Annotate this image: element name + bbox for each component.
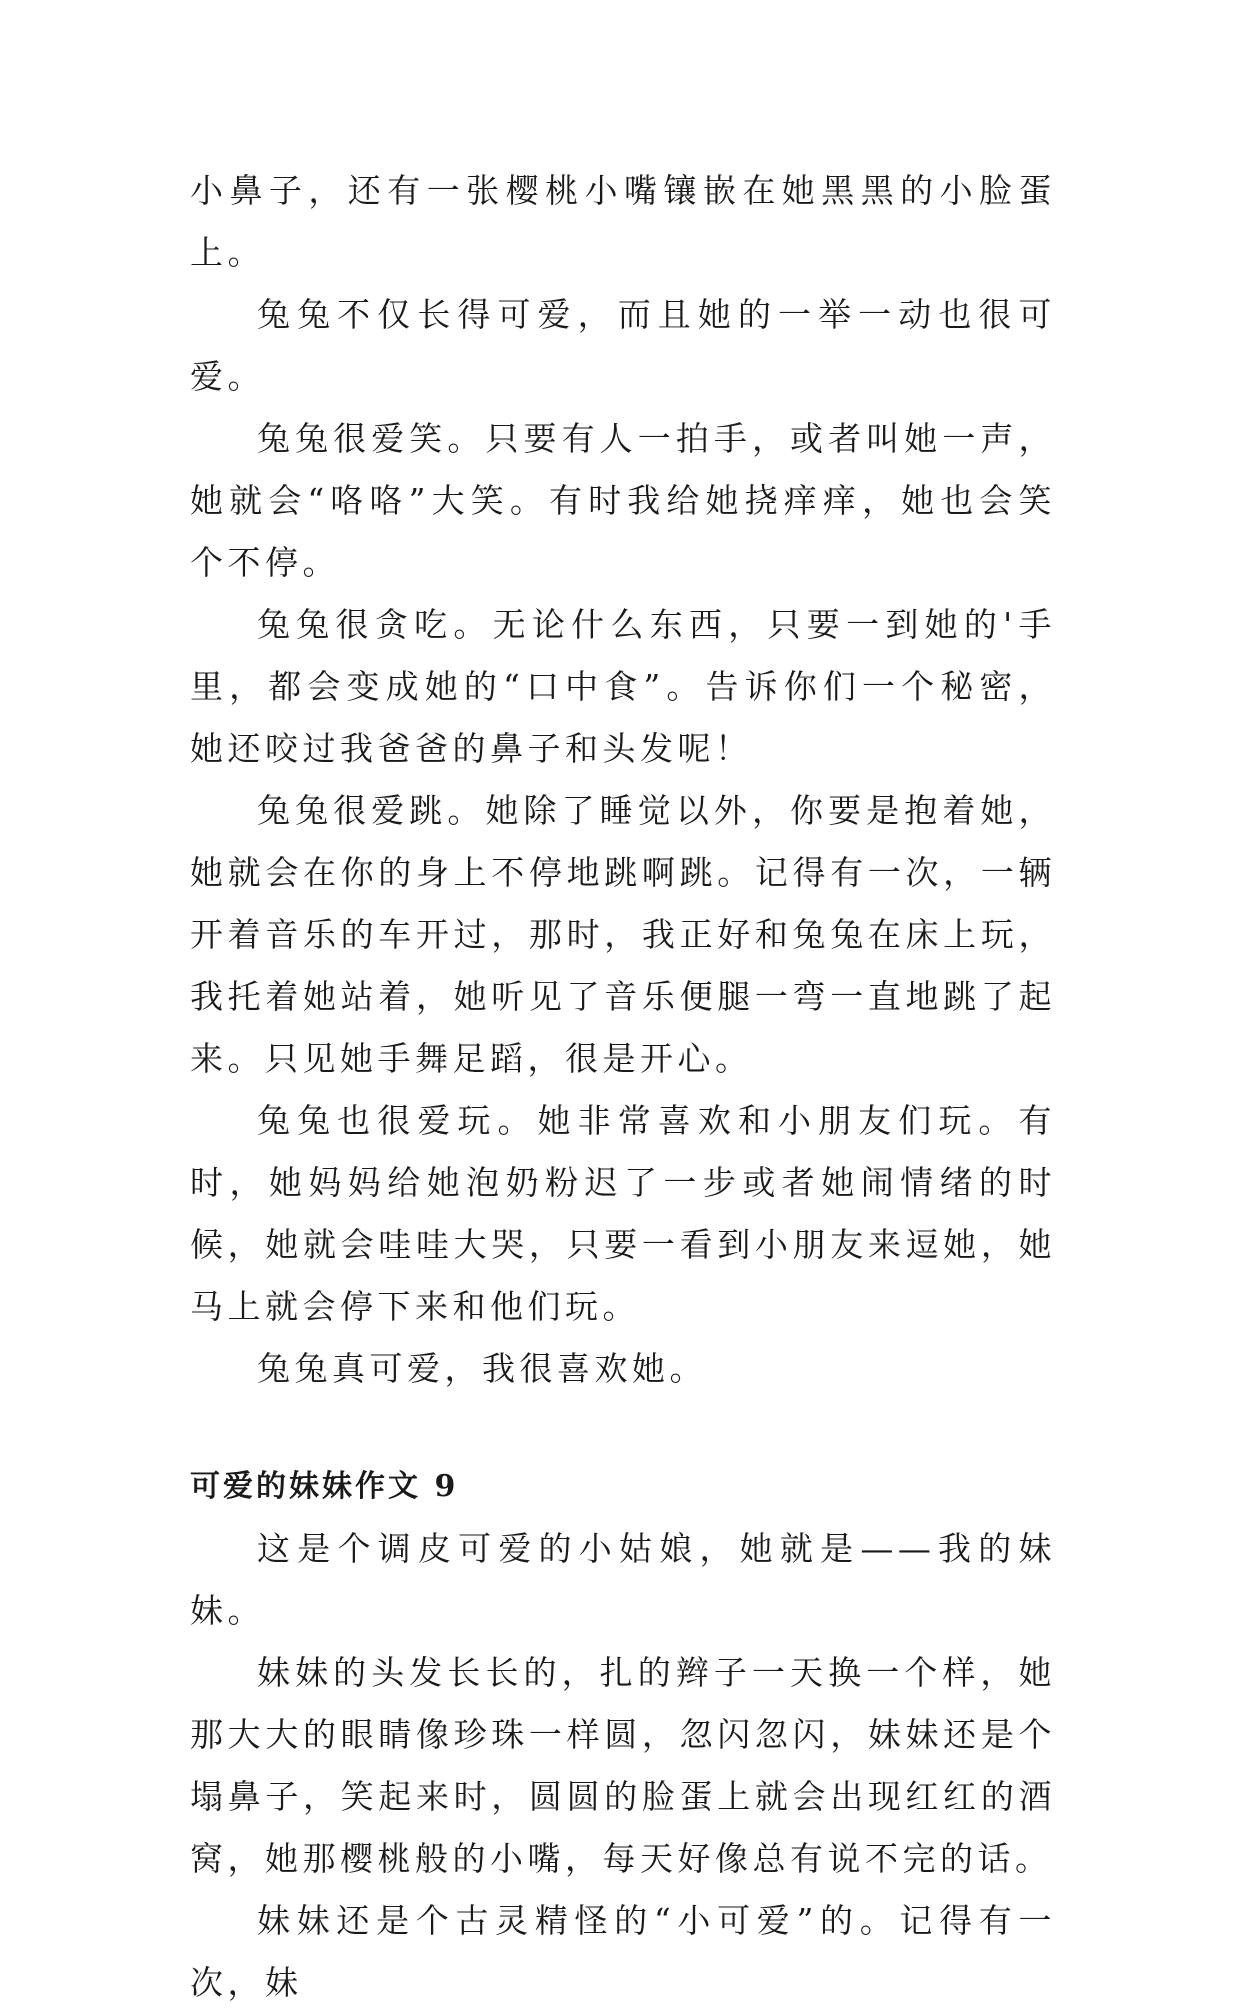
paragraph-greedy-eater: 兔兔很贪吃。无论什么东西，只要一到她的'手里，都会变成她的“口中食”。告诉你们一个秘密，她还咬过我爸爸的鼻子和头发呢！: [190, 605, 1056, 768]
paragraph-sister-clever: 妹妹还是个古灵精怪的“小可爱”的。记得有一次，妹: [190, 1901, 1056, 2002]
paragraph-continued: 小鼻子，还有一张樱桃小嘴镶嵌在她黑黑的小脸蛋上。: [190, 171, 1056, 272]
paragraph-likes-playing: 兔兔也很爱玩。她非常喜欢和小朋友们玩。有时，她妈妈给她泡奶粉迟了一步或者她闹情绪的时候，她就会哇哇大哭，只要一看到小朋友来逗她，她马上就会停下来和他们玩。: [190, 1101, 1056, 1326]
paragraph-intro-sister: 这是个调皮可爱的小姑娘，她就是——我的妹妹。: [190, 1529, 1056, 1630]
paragraph-sister-appearance: 妹妹的头发长长的，扎的辫子一天换一个样，她那大大的眼睛像珍珠一样圆，忽闪忽闪，妹妹还是个塌鼻子，笑起来时，圆圆的脸蛋上就会出现红红的酒窝，她那樱桃般的小嘴，每天好像总有说不完的话。: [190, 1653, 1056, 1878]
document-page: [190, 160, 1056, 2014]
paragraph-cute-actions: 兔兔不仅长得可爱，而且她的一举一动也很可爱。: [190, 295, 1056, 396]
paragraph-likes-laughing: 兔兔很爱笑。只要有人一拍手，或者叫她一声，她就会“咯咯”大笑。有时我给她挠痒痒，她也会笑个不停。: [190, 419, 1056, 582]
section-title: 可爱的妹妹作文 9: [190, 1469, 459, 1504]
paragraph-conclusion: 兔兔真可爱，我很喜欢她。: [257, 1349, 707, 1388]
paragraph-likes-jumping: 兔兔很爱跳。她除了睡觉以外，你要是抱着她，她就会在你的身上不停地跳啊跳。记得有一次，一辆开着音乐的车开过，那时，我正好和兔兔在床上玩，我托着她站着，她听见了音乐便腿一弯一直地跳了起来。只见她手舞足蹈，很是开心。: [190, 791, 1056, 1078]
